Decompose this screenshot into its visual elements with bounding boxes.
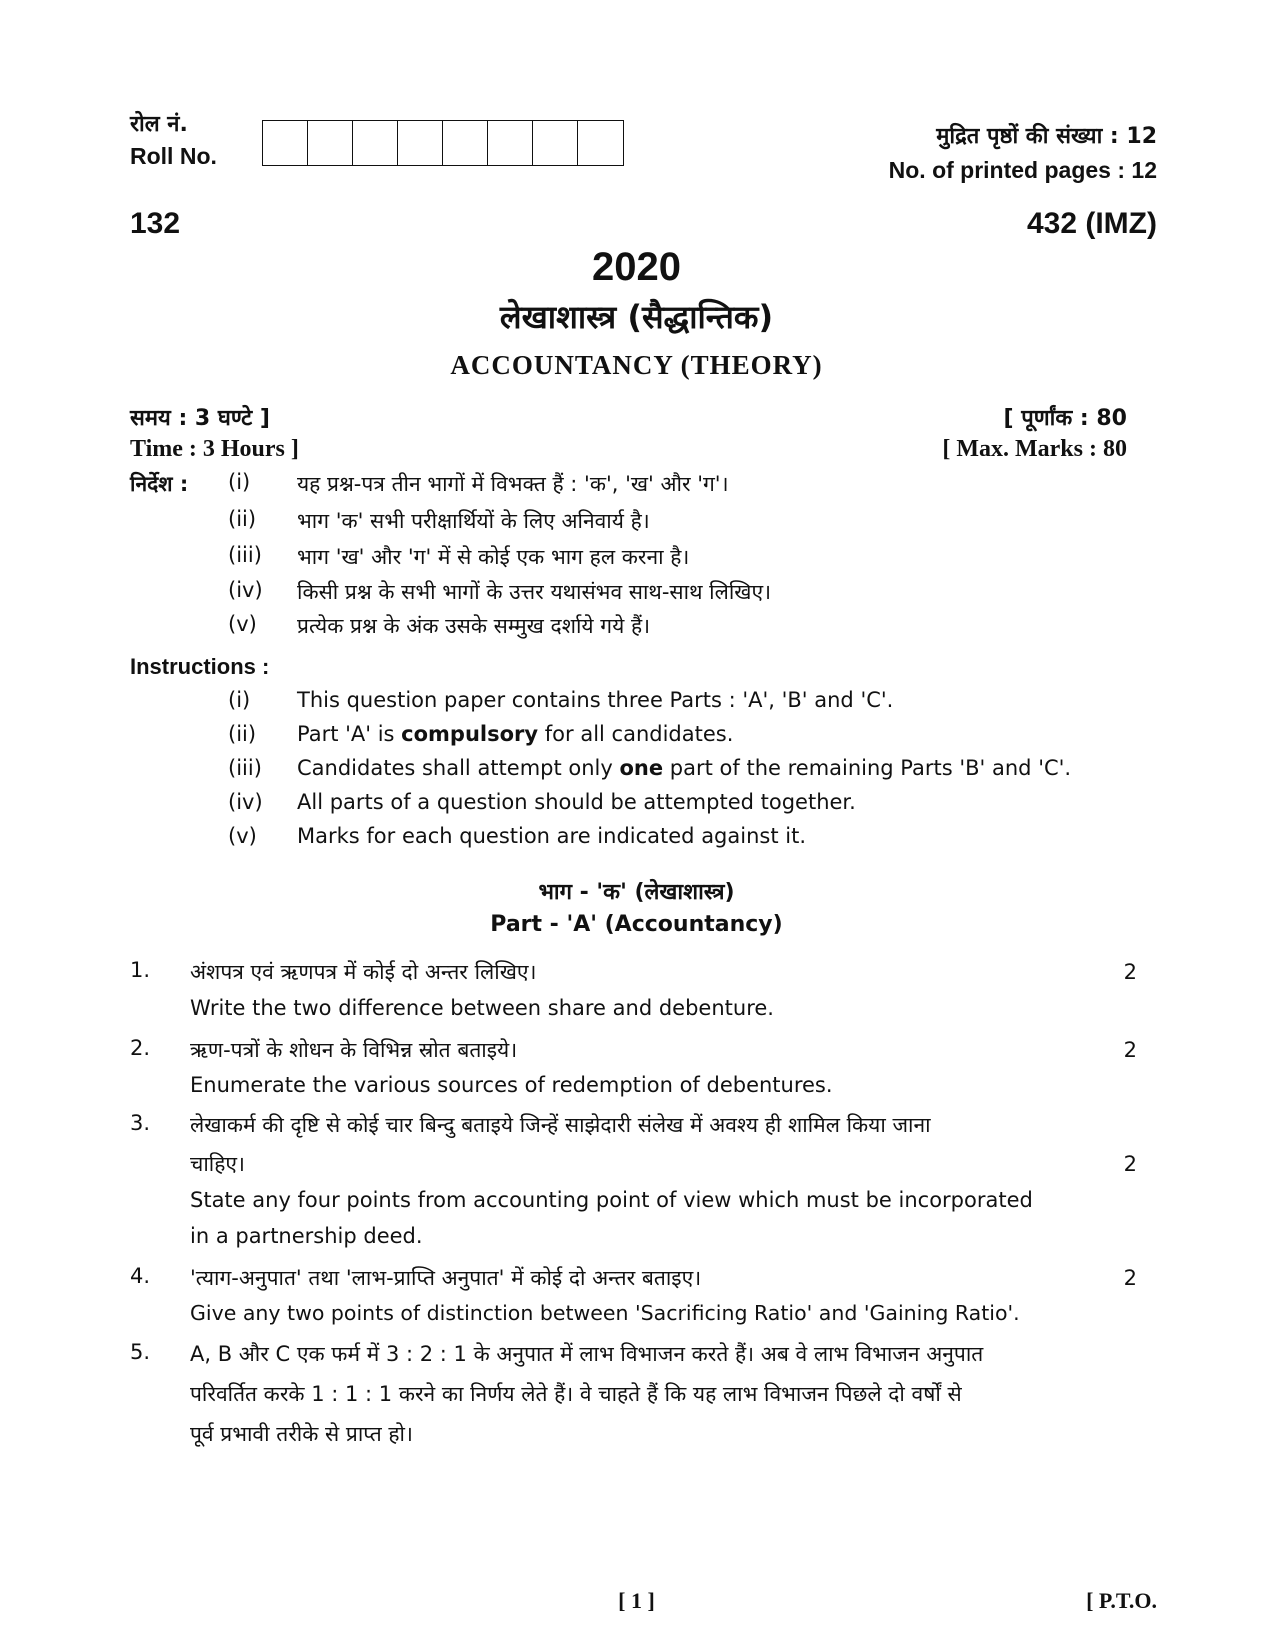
question-text-hindi: ऋण-पत्रों के शोधन के विभिन्न स्रोत बताइये। [190,1038,518,1062]
roll-digit-box[interactable] [353,121,398,165]
instruction-number: (ii) [228,722,257,746]
instruction-number: (iii) [228,543,262,567]
max-marks: [ Max. Marks : 80 [942,436,1127,462]
instruction-text: Marks for each question are indicated against it. [297,824,806,848]
roll-digit-box[interactable] [263,121,308,165]
roll-digit-box[interactable] [443,121,488,165]
instruction-text-hindi: भाग 'क' सभी परीक्षार्थियों के लिए अनिवार्य है। [297,509,650,533]
instruction-number: (iv) [228,790,263,814]
question-text-hindi: A, B और C एक फर्म में 3 : 2 : 1 के अनुपात में लाभ विभाजन करते हैं। अब वे लाभ विभाजन अनुपात [190,1342,984,1366]
instruction-number: (i) [228,470,251,494]
subject-title: ACCOUNTANCY (THEORY) [450,350,823,380]
roll-label-hindi: रोल नं. [130,112,188,137]
question-text-hindi: परिवर्तित करके 1 : 1 : 1 करने का निर्णय लेते हैं। वे चाहते हैं कि यह लाभ विभाजन पिछले दो वर्षों से [190,1382,962,1406]
roll-number-boxes[interactable] [262,120,624,166]
instruction-emphasis: one [619,756,664,780]
part-heading: Part - 'A' (Accountancy) [490,912,783,937]
question-number: 2. [130,1036,151,1060]
instruction-number: (ii) [228,507,257,531]
page-number: [ 1 ] [618,1588,655,1613]
question-text-hindi: पूर्व प्रभावी तरीके से प्राप्त हो। [190,1422,413,1446]
question-marks: 2 [1123,960,1137,984]
instruction-text [297,722,733,746]
question-marks: 2 [1123,1152,1137,1176]
printed-pages-hindi: मुद्रित पृष्ठों की संख्या : 12 [936,124,1157,149]
time-hindi: समय : 3 घण्टे ] [130,406,270,431]
subject-title-hindi: लेखाशास्त्र (सैद्धान्तिक) [499,298,774,336]
instruction-number: (iv) [228,578,263,602]
instruction-text-hindi: भाग 'ख' और 'ग' में से कोई एक भाग हल करना है। [297,545,690,569]
roll-label: Roll No. [130,143,217,169]
roll-digit-box[interactable] [308,121,353,165]
instruction-number: (v) [228,824,257,848]
question-text: Enumerate the various sources of redemption of debentures. [190,1073,833,1097]
question-number: 3. [130,1111,151,1135]
question-text: State any four points from accounting point of view which must be incorporated [190,1188,1033,1212]
question-number: 4. [130,1264,151,1288]
instruction-text-hindi: यह प्रश्न-पत्र तीन भागों में विभक्त हैं : 'क', 'ख' और 'ग'। [297,472,729,496]
instruction-text: This question paper contains three Parts : 'A', 'B' and 'C'. [297,688,894,712]
instruction-text-part: part of the remaining Parts 'B' and 'C'. [663,756,1072,780]
instruction-emphasis: compulsory [401,722,539,746]
question-text-hindi: 'त्याग-अनुपात' तथा 'लाभ-प्राप्ति अनुपात' में कोई दो अन्तर बताइए। [190,1266,702,1290]
question-number: 5. [130,1340,151,1364]
instruction-number: (v) [228,612,257,636]
instructions-heading: Instructions : [130,654,270,679]
roll-digit-box[interactable] [488,121,533,165]
paper-code-left: 132 [130,207,181,240]
roll-digit-box[interactable] [578,121,623,165]
printed-pages: No. of printed pages : 12 [888,157,1157,183]
instruction-number: (i) [228,688,251,712]
exam-year: 2020 [592,245,681,289]
part-heading-hindi: भाग - 'क' (लेखाशास्त्र) [538,880,735,905]
question-text-hindi: अंशपत्र एवं ऋणपत्र में कोई दो अन्तर लिखिए। [190,960,537,984]
instruction-text [297,756,1071,780]
instruction-text-hindi: प्रत्येक प्रश्न के अंक उसके सम्मुख दर्शाये गये हैं। [297,614,651,638]
question-text-hindi: चाहिए। [190,1152,245,1176]
paper-code-right: 432 (IMZ) [1026,207,1157,240]
question-text: Give any two points of distinction between 'Sacrificing Ratio' and 'Gaining Ratio'. [190,1301,1020,1325]
question-text: Write the two difference between share and debenture. [190,996,774,1020]
question-text-hindi: लेखाकर्म की दृष्टि से कोई चार बिन्दु बताइये जिन्हें साझेदारी संलेख में अवश्य ही शामिल किया जाना [190,1113,931,1137]
instruction-text-part: for all candidates. [538,722,734,746]
question-marks: 2 [1123,1266,1137,1290]
time: Time : 3 Hours ] [130,436,299,462]
instruction-text-part: Candidates shall attempt only [297,756,620,780]
roll-digit-box[interactable] [398,121,443,165]
roll-digit-box[interactable] [533,121,578,165]
pto-label: [ P.T.O. [1086,1588,1157,1613]
question-marks: 2 [1123,1038,1137,1062]
instructions-heading-hindi: निर्देश : [130,472,189,496]
instruction-text-part: Part 'A' is [297,722,402,746]
instruction-text: All parts of a question should be attempted together. [297,790,856,814]
instruction-text-hindi: किसी प्रश्न के सभी भागों के उत्तर यथासंभव साथ-साथ लिखिए। [297,580,772,604]
instruction-number: (iii) [228,756,262,780]
question-text: in a partnership deed. [190,1224,423,1248]
question-number: 1. [130,958,151,982]
max-marks-hindi: [ पूर्णांक : 80 [1003,406,1127,431]
